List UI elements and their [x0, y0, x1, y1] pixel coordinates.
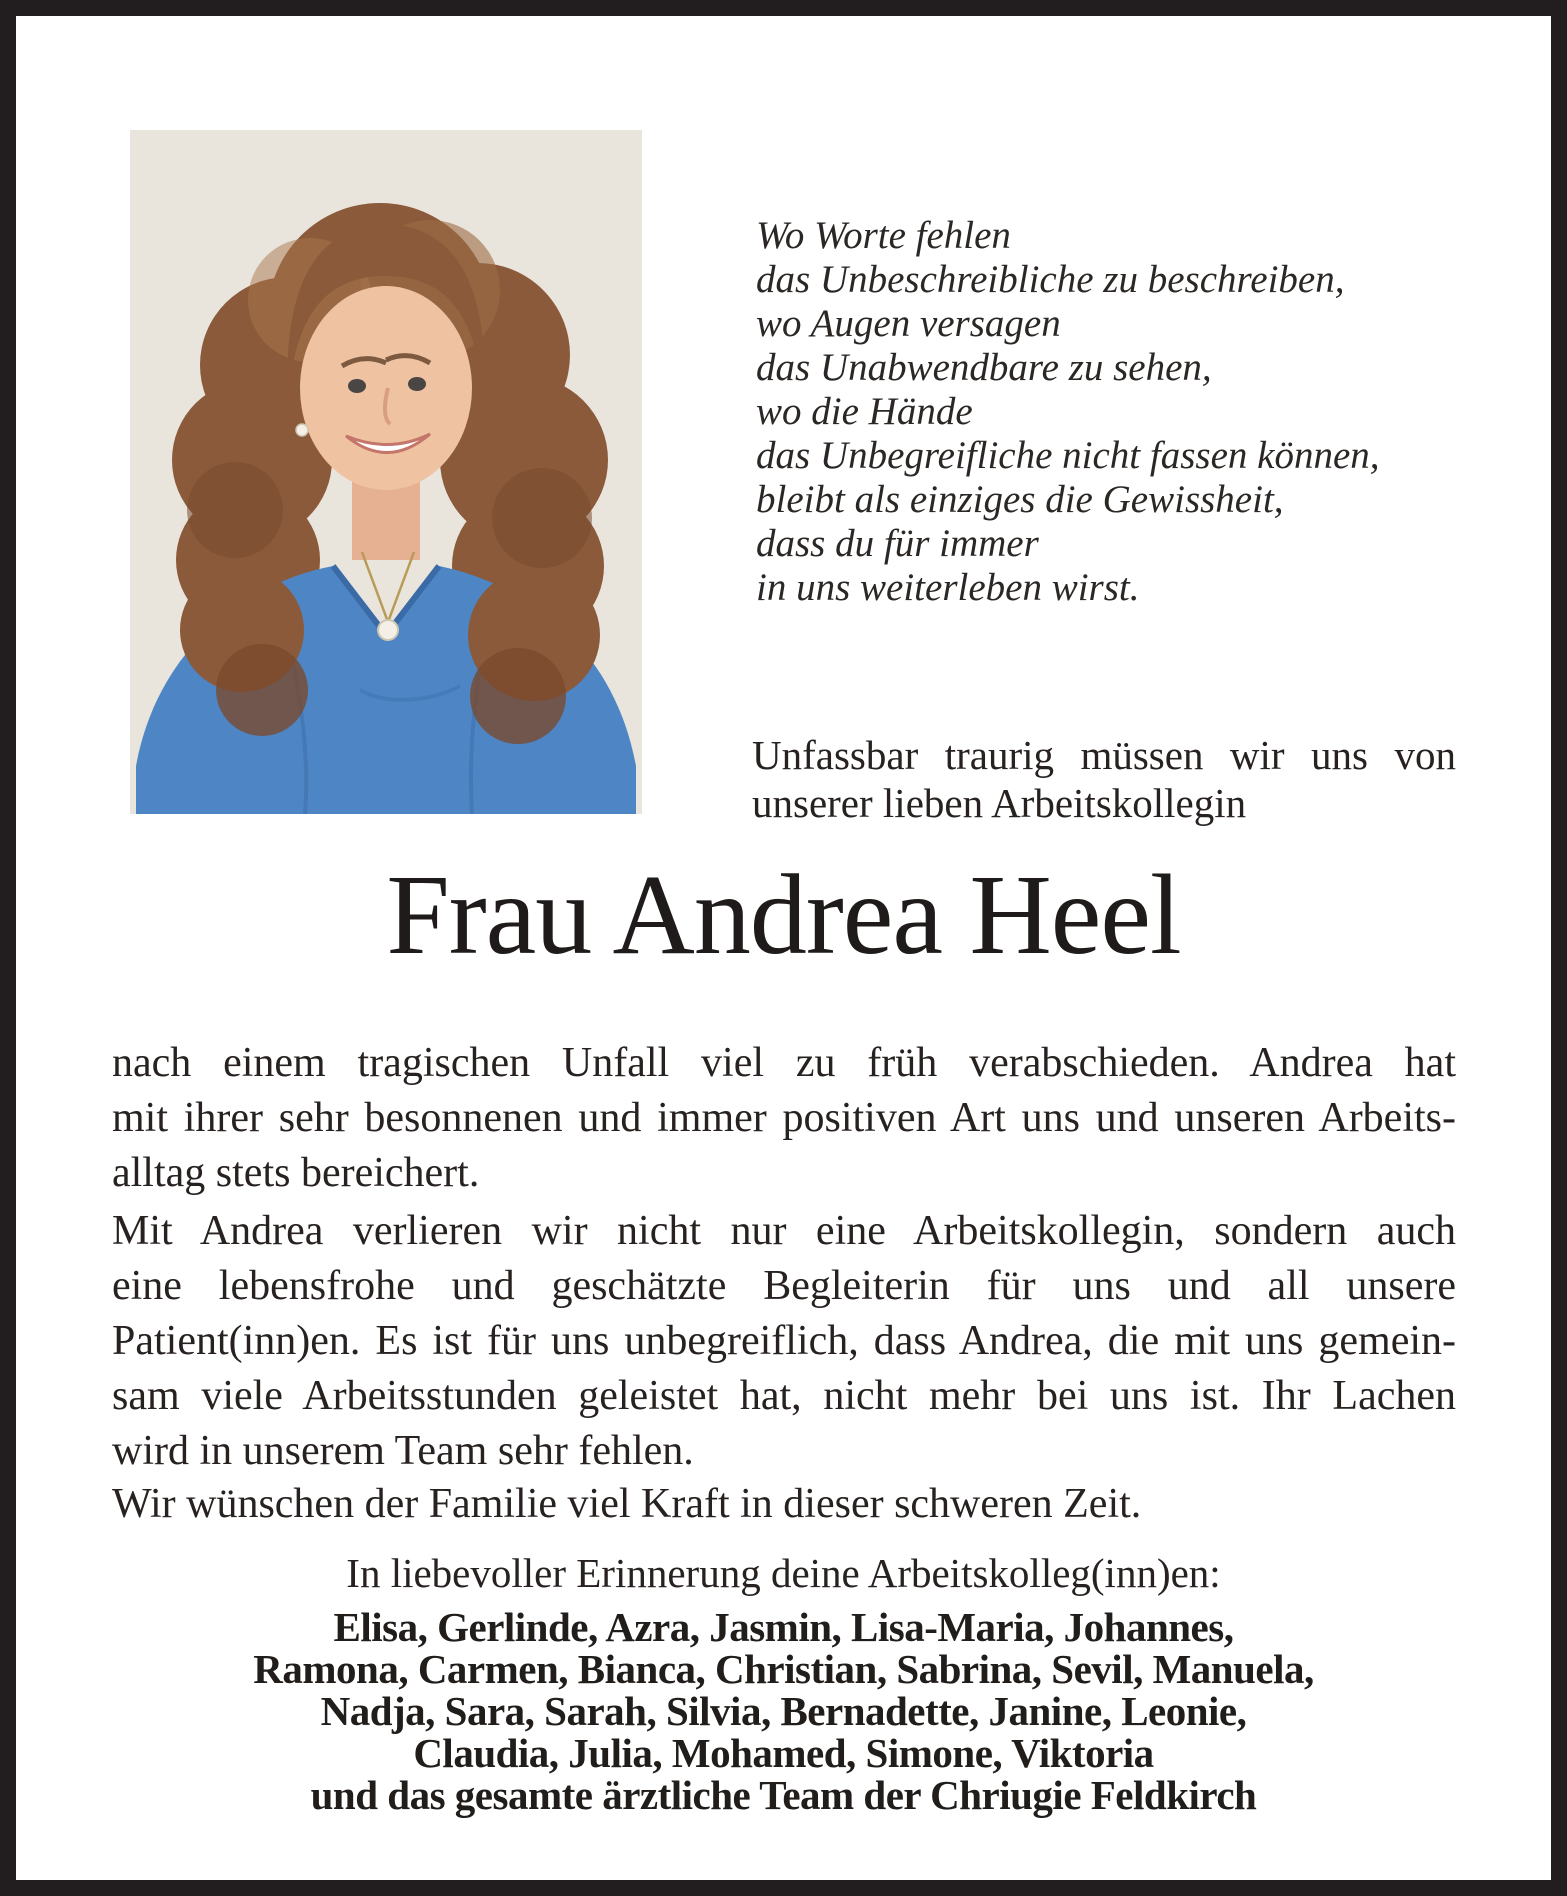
poem-line: in uns weiterleben wirst.: [756, 566, 1140, 609]
paragraph-line: mit ihrer sehr besonnenen und immer positiven Art uns und unseren Arbeits-: [112, 1095, 1456, 1141]
paragraph-line: Mit Andrea verlieren wir nicht nur eine Arbeitskollegin, sondern auch: [112, 1208, 1456, 1254]
deceased-name-title: Frau Andrea Heel: [386, 851, 1181, 978]
paragraph-line: Patient(inn)en. Es ist für uns unbegreiflich, dass Andrea, die mit uns gemein-: [112, 1318, 1456, 1364]
intro-line: Unfassbar traurig müssen wir uns von: [752, 732, 1456, 778]
poem-line: wo die Hände: [756, 390, 973, 433]
paragraph-line: eine lebensfrohe und geschätzte Begleiterin für uns und all unsere: [112, 1263, 1456, 1309]
portrait-photo: [130, 130, 642, 814]
poem-line: das Unbegreifliche nicht fassen können,: [756, 434, 1380, 477]
memorial-poem: [756, 214, 1436, 610]
colleagues-names: [16, 1606, 1551, 1816]
colleagues-line: Ramona, Carmen, Bianca, Christian, Sabrina, Sevil, Manuela,: [253, 1646, 1314, 1692]
paragraph-line: wird in unserem Team sehr fehlen.: [112, 1428, 694, 1474]
body-paragraph-1: [112, 1036, 1456, 1201]
portrait-illustration: [130, 130, 642, 814]
intro-line: unserer lieben Arbeitskollegin: [752, 780, 1247, 826]
poem-line: das Unbeschreibliche zu beschreiben,: [756, 258, 1345, 301]
paragraph-line: alltag stets bereichert.: [112, 1150, 480, 1196]
colleagues-line: Claudia, Julia, Mohamed, Simone, Viktoria: [413, 1730, 1154, 1776]
poem-line: das Unabwendbare zu sehen,: [756, 346, 1212, 389]
intro-paragraph: [752, 731, 1456, 827]
remembrance-line: In liebevoller Erinnerung deine Arbeitskolleg(inn)en:: [346, 1550, 1221, 1596]
poem-line: Wo Worte fehlen: [756, 214, 1011, 257]
poem-line: bleibt als einziges die Gewissheit,: [756, 478, 1284, 521]
colleagues-line: und das gesamte ärztliche Team der Chriugie Feldkirch: [310, 1772, 1257, 1818]
colleagues-line: Nadja, Sara, Sarah, Silvia, Bernadette, Janine, Leonie,: [320, 1688, 1247, 1734]
paragraph-line: nach einem tragischen Unfall viel zu früh verabschieden. Andrea hat: [112, 1040, 1456, 1086]
body-paragraph-2: [112, 1204, 1456, 1479]
poem-line: wo Augen versagen: [756, 302, 1061, 345]
paragraph-line: sam viele Arbeitsstunden geleistet hat, nicht mehr bei uns ist. Ihr Lachen: [112, 1373, 1456, 1419]
poem-line: dass du für immer: [756, 522, 1039, 565]
condolence-line: Wir wünschen der Familie viel Kraft in dieser schweren Zeit.: [112, 1481, 1142, 1527]
colleagues-line: Elisa, Gerlinde, Azra, Jasmin, Lisa-Maria, Johannes,: [333, 1604, 1234, 1650]
